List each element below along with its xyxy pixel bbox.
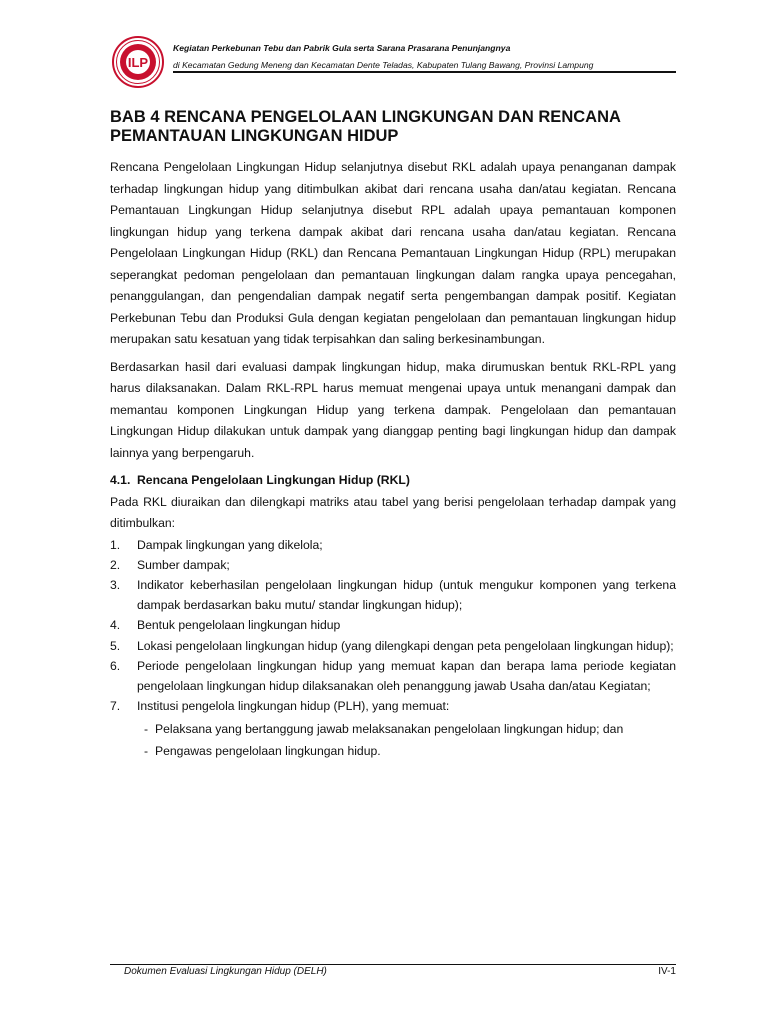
section-intro: Pada RKL diuraikan dan dilengkapi matriks atau tabel yang berisi pengelolaan terhadap dampak yang ditimbulkan: [110,494,676,530]
sublist-item: - Pelaksana yang bertanggung jawab melaksanakan pengelolaan lingkungan hidup; dan [143,722,624,737]
header-divider [173,71,676,73]
list-item: 7. Institusi pengelola lingkungan hidup (PLH), yang memuat: - Pelaksana yang bertanggung jawab melaksanakan pengelolaan lingkungan hidup; dan - Pengawas pengelolaan lingkungan hidup. [110,696,676,762]
rkl-components-list [110,535,676,763]
footer-divider [110,964,676,965]
list-item: 5. Lokasi pengelolaan lingkungan hidup (yang dilengkapi dengan peta pengelolaan lingkungan hidup); [110,638,674,653]
list-item: 1. Dampak lingkungan yang dikelola; [110,537,323,552]
sublist-item: - Pengawas pengelolaan lingkungan hidup. [143,744,381,759]
paragraph-1: Rencana Pengelolaan Lingkungan Hidup selanjutnya disebut RKL adalah upaya penanganan dampak terhadap lingkungan hidup yang ditimbulkan akibat dari rencana usaha dan/atau kegiatan. Rencana Pemantauan Lingkungan Hidup selanjutnya disebut RPL adalah upaya pemantauan komponen lingkungan hidup yang terkena dampak akibat dari rencana usaha dan/atau kegiatan. Rencana Pengelolaan Lingkungan Hidup (RKL) dan Rencana Pemantauan Lingkungan Hidup (RPL) merupakan seperangkat pedoman pengelolaan dan pemantauan lingkungan dalam rangka upaya pencegahan, penanggulangan, dan pengendalian dampak negatif serta pengembangan dampak positif. Kegiatan Perkebunan Tebu dan Produksi Gula dengan kegiatan pengelolaan dan pemantauan lingkungan hidup merupakan satu kesatuan yang tidak terpisahkan dan saling berkesinambungan. [110,160,676,346]
list-item: 6. Periode pengelolaan lingkungan hidup yang memuat kapan dan berapa lama periode kegiatan pengelolaan lingkungan hidup dilaksanakan oleh penanggung jawab Usaha dan/atau Kegiatan; [110,658,676,693]
section-title: Rencana Pengelolaan Lingkungan Hidup (RKL) [137,473,410,487]
section-heading [110,470,676,492]
document-header [173,42,676,71]
section-number: 4.1. [110,473,131,487]
list-item: 3. Indikator keberhasilan pengelolaan lingkungan hidup (untuk mengukur komponen yang terkena dampak berdasarkan baku mutu/ standar lingkungan hidup); [110,577,676,613]
header-location: di Kecamatan Gedung Meneng dan Kecamatan Dente Teladas, Kabupaten Tulang Bawang, Provinsi Lampung [173,60,594,70]
header-activity-title: Kegiatan Perkebunan Tebu dan Pabrik Gula serta Sarana Prasarana Penunjangnya [173,43,511,53]
list-item: 2. Sumber dampak; [110,557,230,572]
list-item: 4. Bentuk pengelolaan lingkungan hidup [110,618,341,633]
footer-document-name: Dokumen Evaluasi Lingkungan Hidup (DELH) [124,966,327,977]
ilp-logo [112,36,164,88]
svg-text:ILP: ILP [127,55,149,70]
plh-sublist [137,718,676,762]
page-number: IV-1 [658,966,676,977]
chapter-body [110,157,676,762]
chapter-title: BAB 4 RENCANA PENGELOLAAN LINGKUNGAN DAN RENCANA PEMANTAUAN LINGKUNGAN HIDUP [110,108,621,145]
paragraph-2: Berdasarkan hasil dari evaluasi dampak lingkungan hidup, maka dirumuskan bentuk RKL-RPL yang harus dilaksanakan. Dalam RKL-RPL harus memuat mengenai upaya untuk menangani dampak dan memantau komponen Lingkungan Hidup yang terkena dampak. Pengelolaan dan pemantauan Lingkungan Hidup dilakukan untuk dampak yang dianggap penting bagi lingkungan hidup dan dampak lainnya yang berpengaruh. [110,359,676,460]
